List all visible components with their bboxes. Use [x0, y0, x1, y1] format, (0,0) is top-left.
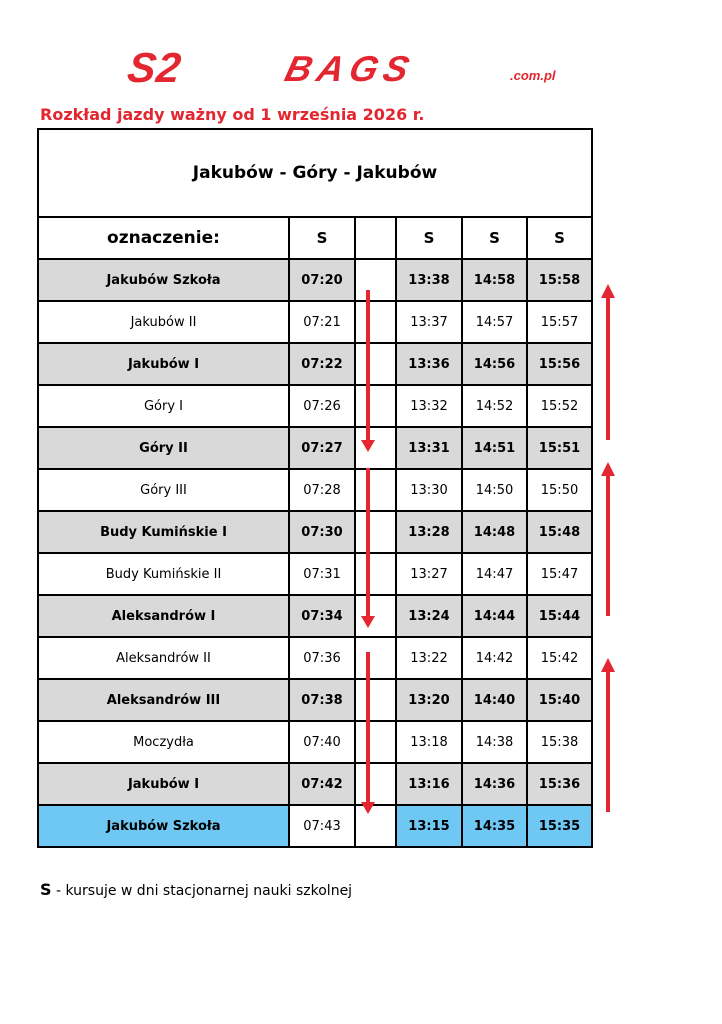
arrow-column-cell: [355, 805, 396, 847]
stop-name: Jakubów II: [38, 301, 289, 343]
departure-time: 15:51: [527, 427, 592, 469]
stop-name: Góry III: [38, 469, 289, 511]
table-row: [38, 805, 592, 847]
arrow-column-cell: [355, 385, 396, 427]
arrow-column-cell: [355, 343, 396, 385]
arrow-column-cell: [355, 553, 396, 595]
departure-time: 14:40: [462, 679, 527, 721]
validity-notice: Rozkład jazdy ważny od 1 września 2026 r.: [40, 105, 425, 124]
departure-time: 07:40: [289, 721, 355, 763]
arrow-column-cell: [355, 427, 396, 469]
up-arrow-icon: [601, 462, 615, 616]
stop-name: Jakubów Szkoła: [38, 805, 289, 847]
departure-time: 14:48: [462, 511, 527, 553]
departure-time: 07:31: [289, 553, 355, 595]
table-row: [38, 427, 592, 469]
departure-time: 13:22: [396, 637, 462, 679]
departure-time: 07:28: [289, 469, 355, 511]
stop-name: Góry I: [38, 385, 289, 427]
table-row: [38, 553, 592, 595]
departure-time: 07:22: [289, 343, 355, 385]
departure-time: 15:35: [527, 805, 592, 847]
arrow-column-cell: [355, 721, 396, 763]
arrow-column-cell: [355, 259, 396, 301]
departure-time: 14:57: [462, 301, 527, 343]
departure-time: 14:58: [462, 259, 527, 301]
departure-time: 14:50: [462, 469, 527, 511]
departure-time: 14:36: [462, 763, 527, 805]
departure-time: 14:56: [462, 343, 527, 385]
legend: [40, 880, 352, 899]
stop-name: Jakubów Szkoła: [38, 259, 289, 301]
departure-time: 07:21: [289, 301, 355, 343]
departure-time: 07:20: [289, 259, 355, 301]
up-arrow-icon: [601, 284, 615, 440]
stop-name: Budy Kumińskie I: [38, 511, 289, 553]
departure-time: 13:36: [396, 343, 462, 385]
departure-time: 15:52: [527, 385, 592, 427]
arrow-column-cell: [355, 637, 396, 679]
departure-time: 15:47: [527, 553, 592, 595]
table-row: [38, 259, 592, 301]
stop-name: Jakubów I: [38, 343, 289, 385]
departure-time: 15:44: [527, 595, 592, 637]
departure-time: 14:47: [462, 553, 527, 595]
departure-time: 15:56: [527, 343, 592, 385]
stop-name: Aleksandrów II: [38, 637, 289, 679]
departure-time: 07:26: [289, 385, 355, 427]
departure-time: 07:30: [289, 511, 355, 553]
departure-time: 14:38: [462, 721, 527, 763]
route-title: Jakubów - Góry - Jakubów: [38, 129, 592, 217]
departure-time: 15:42: [527, 637, 592, 679]
departure-time: 13:30: [396, 469, 462, 511]
arrow-column-cell: [355, 301, 396, 343]
marking-cell: S: [462, 217, 527, 259]
table-row: [38, 679, 592, 721]
departure-time: 07:42: [289, 763, 355, 805]
arrow-column-cell: [355, 763, 396, 805]
arrow-column-cell: [355, 511, 396, 553]
departure-time: 13:38: [396, 259, 462, 301]
table-row: [38, 301, 592, 343]
stop-name: Budy Kumińskie II: [38, 553, 289, 595]
arrow-column-cell: [355, 469, 396, 511]
legend-text: - kursuje w dni stacjonarnej nauki szkolnej: [51, 883, 353, 899]
legend-key: S: [40, 880, 52, 899]
table-row: [38, 343, 592, 385]
stop-name: Aleksandrów III: [38, 679, 289, 721]
table-row: [38, 385, 592, 427]
departure-time: 14:35: [462, 805, 527, 847]
departure-time: 13:20: [396, 679, 462, 721]
departure-time: 07:36: [289, 637, 355, 679]
arrow-column-cell: [355, 595, 396, 637]
logo-bags: BAGS: [281, 48, 420, 89]
departure-time: 15:38: [527, 721, 592, 763]
departure-time: 13:32: [396, 385, 462, 427]
timetable: [37, 128, 593, 848]
company-logo: [0, 44, 722, 94]
departure-time: 07:27: [289, 427, 355, 469]
departure-time: 13:24: [396, 595, 462, 637]
marking-cell: S: [289, 217, 355, 259]
departure-time: 14:44: [462, 595, 527, 637]
departure-time: 15:48: [527, 511, 592, 553]
departure-time: 15:40: [527, 679, 592, 721]
departure-time: 07:43: [289, 805, 355, 847]
logo-s2: S2: [124, 44, 185, 91]
departure-time: 15:58: [527, 259, 592, 301]
stop-name: Jakubów I: [38, 763, 289, 805]
table-row: [38, 595, 592, 637]
departure-time: 07:34: [289, 595, 355, 637]
up-arrow-icon: [601, 658, 615, 812]
table-row: [38, 511, 592, 553]
arrow-column-cell: [355, 679, 396, 721]
marking-label: oznaczenie:: [38, 217, 289, 259]
departure-time: 13:28: [396, 511, 462, 553]
stop-name: Moczydła: [38, 721, 289, 763]
departure-time: 13:18: [396, 721, 462, 763]
marking-cell: S: [396, 217, 462, 259]
stop-name: Aleksandrów I: [38, 595, 289, 637]
departure-time: 15:57: [527, 301, 592, 343]
departure-time: 13:37: [396, 301, 462, 343]
departure-time: 07:38: [289, 679, 355, 721]
departure-time: 14:51: [462, 427, 527, 469]
departure-time: 13:27: [396, 553, 462, 595]
marking-cell: S: [527, 217, 592, 259]
table-row: [38, 763, 592, 805]
departure-time: 14:42: [462, 637, 527, 679]
departure-time: 13:16: [396, 763, 462, 805]
departure-time: 13:31: [396, 427, 462, 469]
table-row: [38, 637, 592, 679]
stop-name: Góry II: [38, 427, 289, 469]
departure-time: 15:50: [527, 469, 592, 511]
departure-time: 15:36: [527, 763, 592, 805]
departure-time: 13:15: [396, 805, 462, 847]
logo-domain: .com.pl: [510, 68, 556, 83]
table-row: [38, 469, 592, 511]
table-row: [38, 721, 592, 763]
marking-cell: [355, 217, 396, 259]
departure-time: 14:52: [462, 385, 527, 427]
